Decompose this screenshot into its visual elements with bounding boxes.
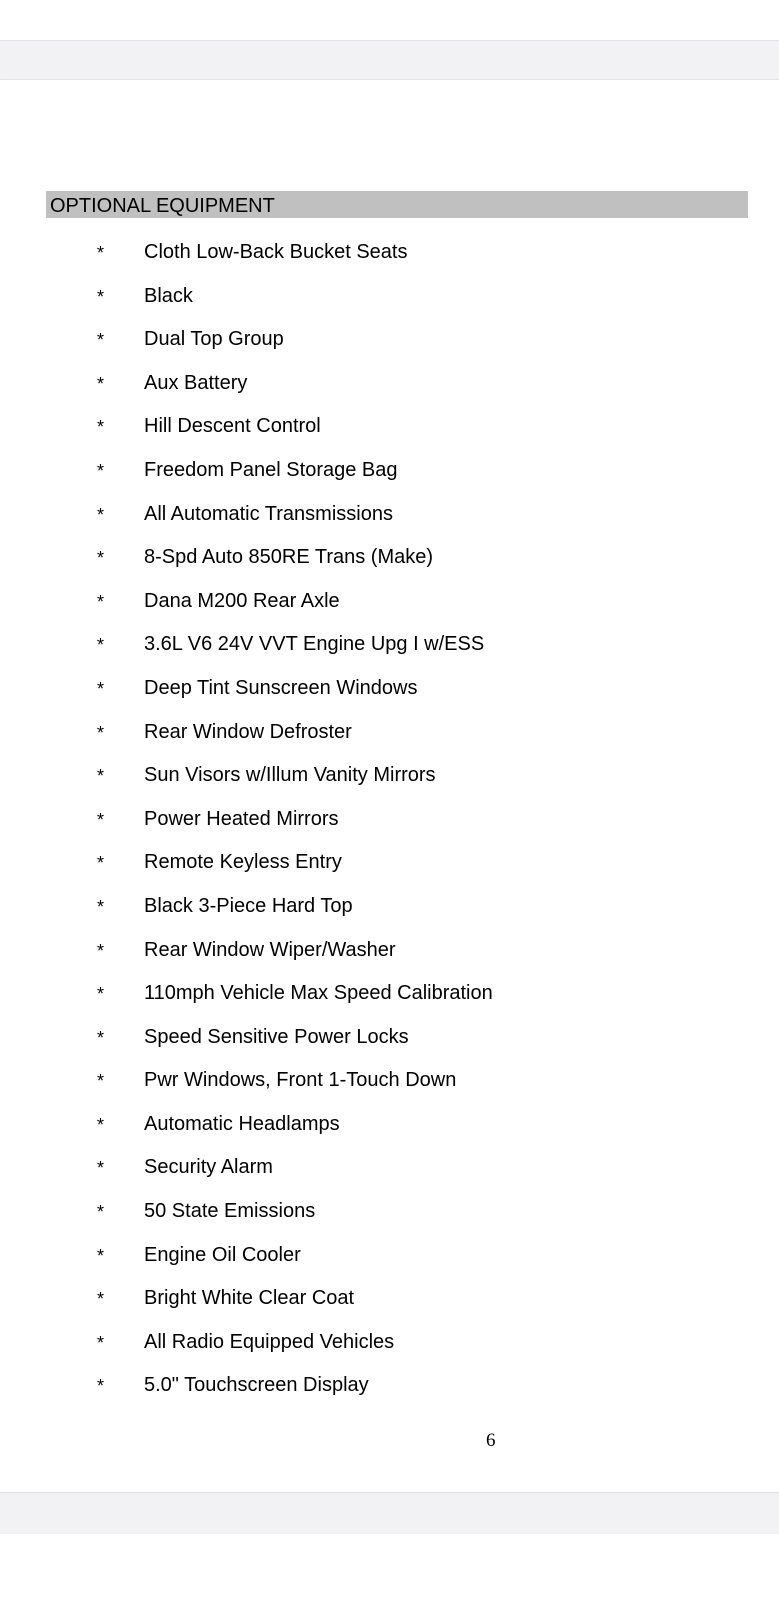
list-item [0, 545, 779, 589]
list-item-text: Hill Descent Control [144, 415, 321, 438]
bullet-marker: * [97, 984, 105, 1005]
list-item [0, 938, 779, 982]
list-item-text: Bright White Clear Coat [144, 1287, 355, 1310]
list-item-text: Power Heated Mirrors [144, 807, 339, 830]
bullet-marker: * [97, 1071, 105, 1092]
list-item [0, 1112, 779, 1156]
list-item [0, 676, 779, 720]
list-item [0, 1199, 779, 1243]
list-item [0, 763, 779, 807]
list-item-text: 3.6L V6 24V VVT Engine Upg I w/ESS [144, 633, 485, 656]
list-item [0, 371, 779, 415]
list-item-text: Sun Visors w/Illum Vanity Mirrors [144, 764, 436, 787]
bullet-marker: * [97, 853, 105, 874]
list-item-text: Deep Tint Sunscreen Windows [144, 676, 418, 699]
page-gap-bottom [0, 1492, 779, 1534]
bullet-marker: * [97, 766, 105, 787]
list-item-text: Aux Battery [144, 371, 248, 394]
viewer-bottom-area [0, 1534, 779, 1600]
page-gap-top [0, 40, 779, 80]
list-item [0, 414, 779, 458]
page-number: 6 [486, 1430, 496, 1451]
list-item-text: Black 3-Piece Hard Top [144, 894, 353, 917]
list-item [0, 1155, 779, 1199]
list-item-text: 110mph Vehicle Max Speed Calibration [144, 982, 493, 1005]
bullet-marker: * [97, 809, 105, 830]
list-item-text: Engine Oil Cooler [144, 1243, 301, 1266]
equipment-list [0, 240, 779, 1417]
list-item [0, 1025, 779, 1069]
list-item [0, 720, 779, 764]
list-item-text: Speed Sensitive Power Locks [144, 1025, 409, 1048]
bullet-marker: * [97, 417, 105, 438]
list-item-text: Black [144, 284, 193, 307]
list-item [0, 981, 779, 1025]
list-item-text: Rear Window Defroster [144, 720, 352, 743]
list-item-text: All Radio Equipped Vehicles [144, 1330, 395, 1353]
list-item-text: Dual Top Group [144, 328, 284, 351]
bullet-marker: * [97, 243, 105, 263]
bullet-marker: * [97, 896, 105, 917]
list-item [0, 327, 779, 371]
section-header-optional-equipment: OPTIONAL EQUIPMENT [46, 191, 748, 218]
list-item [0, 1243, 779, 1287]
list-item-text: Pwr Windows, Front 1-Touch Down [144, 1069, 457, 1092]
list-item [0, 284, 779, 328]
list-item [0, 1286, 779, 1330]
bullet-marker: * [97, 286, 105, 307]
bullet-marker: * [97, 940, 105, 961]
list-item-text: All Automatic Transmissions [144, 502, 393, 525]
list-item [0, 589, 779, 633]
list-item-text: Freedom Panel Storage Bag [144, 458, 398, 481]
list-item [0, 1068, 779, 1112]
bullet-marker: * [97, 591, 105, 612]
list-item [0, 1330, 779, 1374]
list-item [0, 1373, 779, 1417]
list-item-text: Rear Window Wiper/Washer [144, 938, 396, 961]
list-item-text: Cloth Low-Back Bucket Seats [144, 241, 408, 263]
bullet-marker: * [97, 330, 105, 351]
bullet-marker: * [97, 635, 105, 656]
list-item [0, 240, 779, 284]
list-item-text: Automatic Headlamps [144, 1112, 340, 1135]
list-item-text: 8-Spd Auto 850RE Trans (Make) [144, 546, 434, 569]
list-item [0, 807, 779, 851]
bullet-marker: * [97, 1289, 105, 1310]
viewer-top-area [0, 0, 779, 40]
bullet-marker: * [97, 1158, 105, 1179]
bullet-marker: * [97, 1027, 105, 1048]
list-item [0, 458, 779, 502]
bullet-marker: * [97, 1332, 105, 1353]
bullet-marker: * [97, 1202, 105, 1223]
bullet-marker: * [97, 373, 105, 394]
list-item-text: Remote Keyless Entry [144, 851, 342, 874]
bullet-marker: * [97, 678, 105, 699]
list-item [0, 502, 779, 546]
bullet-marker: * [97, 460, 105, 481]
bullet-marker: * [97, 1114, 105, 1135]
list-item-text: Dana M200 Rear Axle [144, 589, 340, 612]
document-page [0, 80, 779, 1492]
list-item-text: 50 State Emissions [144, 1200, 316, 1223]
list-item [0, 850, 779, 894]
list-item-text: Security Alarm [144, 1156, 273, 1179]
bullet-marker: * [97, 1376, 105, 1397]
bullet-marker: * [97, 548, 105, 569]
list-item-text: 5.0" Touchscreen Display [144, 1374, 369, 1397]
list-item [0, 894, 779, 938]
bullet-marker: * [97, 722, 105, 743]
list-item [0, 632, 779, 676]
bullet-marker: * [97, 504, 105, 525]
bullet-marker: * [97, 1245, 105, 1266]
